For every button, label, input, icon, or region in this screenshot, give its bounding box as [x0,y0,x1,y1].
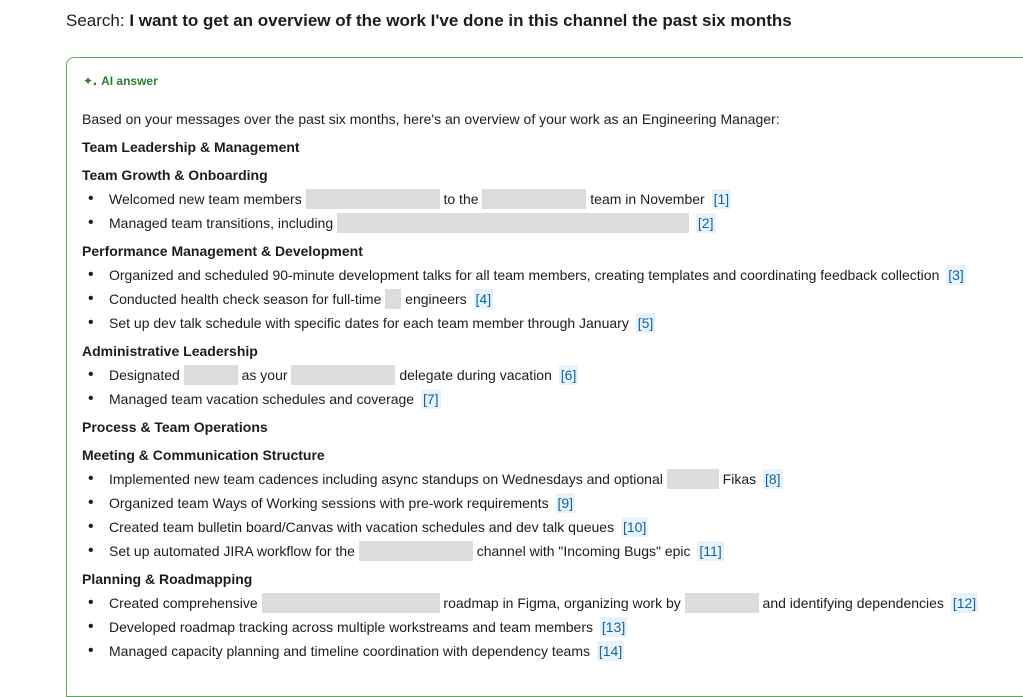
item-text: Welcomed new team members [109,191,302,207]
item-text: channel with "Incoming Bugs" epic [476,543,691,559]
citation-link[interactable]: [14] [598,643,623,659]
redacted-text [262,593,440,613]
list-item [82,311,1023,335]
subsection-heading: Team Growth & Onboarding [82,167,268,183]
list-item [82,615,1023,639]
redacted-text [667,469,719,489]
list-item [82,639,1023,663]
item-text: Set up dev talk schedule with specific dates for each team member through January [109,315,629,331]
citation-link[interactable]: [12] [952,595,977,611]
list-item [82,591,1023,615]
subsection-heading: Administrative Leadership [82,343,258,359]
citation-link[interactable]: [4] [475,291,492,307]
item-text: and identifying dependencies [762,595,944,611]
citation-link[interactable]: [1] [713,191,730,207]
redacted-text [337,213,689,233]
item-text: Set up automated JIRA workflow for the [109,543,355,559]
list-item [82,491,1023,515]
answer-intro: Based on your messages over the past six months, here's an overview of your work as an Engineering Manager: [82,111,780,127]
list-item [82,187,1023,211]
ai-answer-card [66,57,1023,697]
item-text: Fikas [722,471,757,487]
ai-answer-label [83,74,158,88]
citation-link[interactable]: [7] [422,391,439,407]
citation-link[interactable]: [3] [948,267,964,283]
list-item [82,363,1023,387]
list-item [82,387,1023,411]
item-text: team in November [590,191,705,207]
item-text: Organized team Ways of Working sessions with pre-work requirements [109,495,549,511]
redacted-text [359,541,473,561]
list-item [82,467,1023,491]
item-text: Organized and scheduled 90-minute development talks for all team members, creating templates and coordinating feedback collection [109,267,940,283]
item-text: Designated [109,367,180,383]
redacted-text [685,593,759,613]
redacted-text [385,289,401,309]
item-text: delegate during vacation [399,367,552,383]
citation-link[interactable]: [6] [560,367,577,383]
item-text: Managed capacity planning and timeline coordination with dependency teams [109,643,590,659]
citation-link[interactable]: [10] [622,519,647,535]
redacted-text [482,189,586,209]
subsection-heading: Planning & Roadmapping [82,571,253,587]
item-text: Managed team transitions, including [109,215,334,231]
subsection-heading: Performance Management & Development [82,243,363,259]
redacted-text [291,365,395,385]
search-query: I want to get an overview of the work I've done in this channel the past six months [129,11,792,30]
citation-link[interactable]: [13] [601,619,626,635]
subsection-heading: Meeting & Communication Structure [82,447,325,463]
citation-link[interactable]: [11] [699,543,722,559]
item-text: Developed roadmap tracking across multiple workstreams and team members [109,619,593,635]
citation-link[interactable]: [9] [557,495,574,511]
redacted-text [184,365,238,385]
search-prefix: Search: [66,11,130,30]
section-heading: Process & Team Operations [82,419,268,435]
item-text: Created team bulletin board/Canvas with vacation schedules and dev talk queues [109,519,615,535]
ai-answer-content [82,107,1023,663]
item-text: to the [443,191,479,207]
search-query-line [66,10,792,32]
list-item [82,539,1023,563]
sparkle-icon: ✦․ [83,74,98,88]
item-text: Conducted health check season for full-time [109,291,382,307]
item-text: Created comprehensive [109,595,258,611]
item-text: engineers [405,291,467,307]
citation-link[interactable]: [2] [697,215,714,231]
item-text: as your [241,367,288,383]
redacted-text [306,189,440,209]
item-text: Managed team vacation schedules and coverage [109,391,415,407]
list-item [82,287,1023,311]
item-text: Implemented new team cadences including async standups on Wednesdays and optional [109,471,663,487]
citation-link[interactable]: [5] [637,315,654,331]
list-item [82,263,1023,287]
section-heading: Team Leadership & Management [82,139,300,155]
ai-answer-label-text: AI answer [101,74,158,88]
item-text: roadmap in Figma, organizing work by [443,595,681,611]
list-item [82,211,1023,235]
list-item [82,515,1023,539]
citation-link[interactable]: [8] [765,471,781,487]
